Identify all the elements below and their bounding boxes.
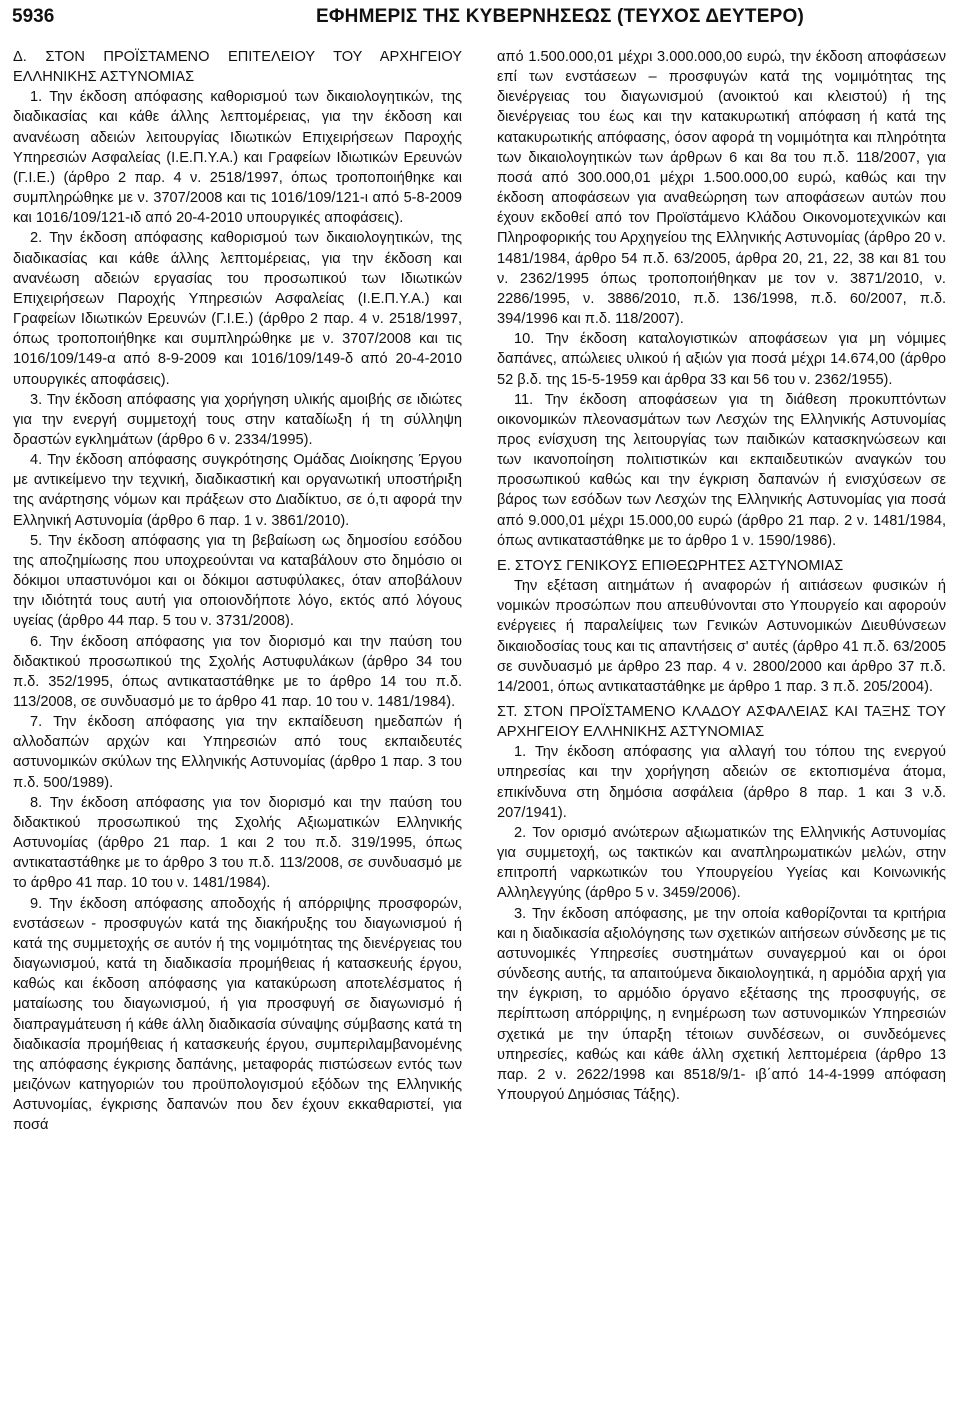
paragraph: 7. Την έκδοση απόφασης για την εκπαίδευση ημεδαπών ή αλλοδαπών αρχών και Υπηρεσιών από τους εκπαιδευτές αστυνομικών σκύλων της Ελληνικής Αστυνομίας (άρθρο 1 παρ. 3 του π.δ. 500/1989). <box>13 714 462 791</box>
paragraph: 1. Την έκδοση απόφασης καθορισμού των δικαιολογητικών, της διαδικασίας και κάθε άλλης λεπτομέρειας, για την έκδοση και ανανέωση αδειών λειτουργίας Ιδιωτικών Επιχειρήσεων Παροχής Υπηρεσιών Ασφαλείας (Ι.Ε.Π.Υ.Α.) και Γραφείων Ιδιωτικών Ερευνών (Γ.Ι.Ε.) (άρθρο 2 παρ. 4 ν. 2518/1997, όπως τροποποιήθηκε και συμπληρώθηκε με ν. 3707/2008 και τις 1016/109/121-ι από 5-8-2009 και 1016/109/121-ιδ από 20-4-2010 υπουργικές αποφάσεις). <box>13 89 462 227</box>
paragraph: 4. Την έκδοση απόφασης συγκρότησης Ομάδας Διοίκησης Έργου με αντικείμενο την τεχνική, διαδικαστική και οργανωτική υποστήριξη της ανάρτησης νόμων και πράξεων στο Διαδίκτυο, σε ό,τι αφορά την Ελληνική Αστυνομία (άρθρο 6 παρ. 1 ν. 3861/2010). <box>13 452 462 529</box>
paragraph: 11. Την έκδοση αποφάσεων για τη διάθεση προκυπτόντων οικονομικών πλεονασμάτων των Λεσχών της Ελληνικής Αστυνομίας προς ενίσχυση της λειτουργίας των παιδικών κατασκηνώσεων και των ικανοποίηση πολιτιστικών και εκπαιδευτικών αναγκών του προσωπικού καθώς και την έγκριση δαπανών ή ενισχύσεων σε βάρος των εσόδων των Λεσχών της Ελληνικής Αστυνομίας για ποσά από 9.000,01 μέχρι 15.000,00 ευρώ (άρθρο 21 παρ. 2 ν. 1481/1984, όπως αντικαταστάθηκε με το άρθρο 1 ν. 1590/1986). <box>497 391 946 549</box>
section-heading-e: Ε. ΣΤΟΥΣ ΓΕΝΙΚΟΥΣ ΕΠΙΘΕΩΡΗΤΕΣ ΑΣΤΥΝΟΜΙΑΣ <box>497 557 844 574</box>
paragraph: 3. Την έκδοση απόφασης, με την οποία καθορίζονται τα κριτήρια και η διαδικασία αξιολόγησης των σχετικών αιτήσεων σύνδεσης με τις αστυνομικές Υπηρεσίες συστημάτων συναγερμού και οι όροι σύνδεσης αυτής, τα απαιτούμενα δικαιολογητικά, η αρμόδια αρχή για την έγκριση, το αρμόδιο όργανο εξέτασης της προσφυγής, σε περίπτωση απόρριψης, η ενημέρωση των αστυνομικών Υπηρεσιών σχετικά με την ύπαρξη τέτοιων συνδέσεων, οι συνδεόμενες υπηρεσίες, καθώς και κάθε άλλη σχετική λεπτομέρεια (άρθρο 13 παρ. 2 ν. 2622/1998 και 8518/9/1- ιβ΄από 14-4-1999 απόφαση Υπουργού Δημόσιας Τάξης). <box>497 905 946 1103</box>
paragraph: 8. Την έκδοση απόφασης για τον διορισμό και την παύση του διδακτικού προσωπικού της Σχολής Αξιωματικών Ελληνικής Αστυνομίας (άρθρο 21 παρ. 1 και 2 του π.δ. 319/1995, όπως αντικαταστάθηκε με το άρθρο 3 του π.δ. 113/2008, σε συνδυασμό με το άρθρο 41 παρ. 10 του ν. 1481/1984). <box>13 794 462 892</box>
section-heading-st: ΣΤ. ΣΤΟΝ ΠΡΟΪΣΤΑΜΕΝΟ ΚΛΑΔΟΥ ΑΣΦΑΛΕΙΑΣ ΚΑΙ ΤΑΞΗΣ ΤΟΥ ΑΡΧΗΓΕΙΟΥ ΕΛΛΗΝΙΚΗΣ ΑΣΤΥΝΟΜΙΑΣ <box>497 704 946 741</box>
paragraph: 6. Την έκδοση απόφασης για τον διορισμό και την παύση του διδακτικού προσωπικού της Σχολής Αστυφυλάκων (άρθρο 34 του π.δ. 352/1995, όπως αντικαταστάθηκε με το άρθρο 14 του π.δ. 113/2008, σε συνδυασμό με το άρθρο 41 παρ. 10 του ν. 1481/1984). <box>13 633 462 710</box>
left-column <box>13 47 462 1135</box>
paragraph-continued: από 1.500.000,01 μέχρι 3.000.000,00 ευρώ, την έκδοση αποφάσεων επί των ενστάσεων – προσφυγών κατά της νομιμότητας της διενέργειας του διαγωνισμού (ανοικτού και κλειστού) ή της διενέργειας του έως και την κατακυρωτική απόφαση ή κατά της κατακυρωτικής απόφασης, όσον αφορά τη νομιμότητα και πληρότητα των δικαιολογητικών των άρθρων 6 και 8α του π.δ. 118/2007, για ποσά από 300.000,01 μέχρι 1.500.000,00 ευρώ, καθώς και την έκδοση αποφάσεων για αναθεώρηση των αποφάσεων αυτών που έχουν εκδοθεί από τον Προϊστάμενο Κλάδου Οικονομοτεχνικών και Πληροφορικής του Αρχηγείου της Ελληνικής Αστυνομίας (άρθρο 20 ν. 1481/1984, άρθρο 54 π.δ. 63/2005, άρθρα 20, 21, 22, 38 και 81 του ν. 2362/1995 όπως τροποποιήθηκαν με τον ν. 3871/2010, ν. 2286/1995, ν. 3886/2010, π.δ. 136/1998, π.δ. 60/2007, π.δ. 394/1996 και π.δ. 118/2007). <box>497 49 946 328</box>
paragraph: 5. Την έκδοση απόφασης για τη βεβαίωση ως δημοσίου εσόδου της αποζημίωσης που υποχρεούνται να καταβάλουν στο δημόσιο οι δόκιμοι υπαστυνόμοι και οι δόκιμοι αστυφύλακες, όταν αποβάλουν την ιδιότητά τους αυτή για οποιονδήποτε λόγο, εκτός από λόγους υγείας (άρθρο 44 παρ. 5 του ν. 3731/2008). <box>13 532 462 630</box>
paragraph: 2. Την έκδοση απόφασης καθορισμού των δικαιολογητικών, της διαδικασίας και κάθε άλλης λεπτομέρειας, για την έκδοση και ανανέωση αδειών εργασίας του προσωπικού των Ιδιωτικών Επιχειρήσεων Παροχής Υπηρεσιών Ασφαλείας (Ι.Ε.Π.Υ.Α.) και Γραφείων Ιδιωτικών Ερευνών (Γ.Ι.Ε.) (άρθρο 2 παρ. 4 ν. 2518/1997, όπως τροποποιήθηκε και συμπληρώθηκε με ν. 3707/2008 και τις 1016/109/149-α από 8-9-2009 και 1016/109/149-δ από 20-4-2010 υπουργικές αποφάσεις). <box>13 230 462 388</box>
paragraph: 1. Την έκδοση απόφασης για αλλαγή του τόπου της ενεργού υπηρεσίας και την χορήγηση αδειών σε εκτοπισμένα άτομα, επικίνδυνα στη δημόσια ασφάλεια (άρθρο 8 παρ. 1 και 3 ν.δ. 207/1941). <box>497 744 946 821</box>
paragraph: Την εξέταση αιτημάτων ή αναφορών ή αιτιάσεων φυσικών ή νομικών προσώπων που απευθύνονται στο Υπουργείο και αφορούν ενέργειες ή παραλείψεις των Γενικών Αστυνομικών Διευθύνσεων δικαιοδοσίας τους και τις απαντήσεις σ' αυτές (άρθρο 41 π.δ. 63/2005 σε συνδυασμό με άρθρο 23 παρ. 4 ν. 2800/2000 και άρθρο 37 π.δ. 14/2001, όπως αντικαταστάθηκε με άρθρο 1 παρ. 3 π.δ. 205/2004). <box>497 578 946 695</box>
paragraph: 2. Τον ορισμό ανώτερων αξιωματικών της Ελληνικής Αστυνομίας για συμμετοχή, ως τακτικών και αναπληρωματικών μελών, στην επιτροπή ναρκωτικών του Υπουργείου Υγείας και Κοινωνικής Αλληλεγγύης (άρθρο 5 ν. 3459/2006). <box>497 824 946 902</box>
gazette-title: ΕΦΗΜΕΡΙΣ ΤΗΣ ΚΥΒΕΡΝΗΣΕΩΣ (ΤΕΥΧΟΣ ΔΕΥΤΕΡΟ) <box>316 6 804 27</box>
right-column <box>497 47 946 1105</box>
paragraph: 10. Την έκδοση καταλογιστικών αποφάσεων για μη νόμιμες δαπάνες, απώλειες υλικού ή αξιών για ποσά μέχρι 14.674,00 (άρθρο 52 β.δ. της 15-5-1959 και άρθρα 33 και 56 του ν. 2362/1955). <box>497 331 946 388</box>
paragraph: 3. Την έκδοση απόφασης για χορήγηση υλικής αμοιβής σε ιδιώτες για την ενεργή συμμετοχή τους στην καταδίωξη ή τη σύλληψη δραστών εγκλημάτων (άρθρο 6 ν. 2334/1995). <box>13 391 462 448</box>
page-number: 5936 <box>12 6 55 27</box>
paragraph: 9. Την έκδοση απόφασης αποδοχής ή απόρριψης προσφορών, ενστάσεων - προσφυγών κατά της διακήρυξης του διαγωνισμού ή κατά της συμμετοχής σε αυτόν ή της νομιμότητας της διενέργειας του διαγωνισμού, κατά τη διαδικασία προμήθειας ή κατασκευής έργου, καθώς και έκδοση απόφασης για κατακύρωση αποτελέσματος ή ματαίωσης του διαγωνισμού, ή για προσφυγή σε διαγωνισμό ή διαπραγμάτευση ή κάθε άλλη διαδικασία σύναψης σύμβασης κατά τη διαδικασία προμήθειας ή κατασκευής έργου, συμπεριλαμβανομένης της απόφασης έγκρισης δαπάνης, μεταφοράς πιστώσεων εντός των μειζόνων κατηγοριών του προϋπολογισμού εξόδων της Ελληνικής Αστυνομίας, έγκρισης δαπανών που δεν έχουν εκκαθαριστεί, για ποσά <box>13 895 462 1134</box>
page-header <box>0 0 960 40</box>
section-heading-d: Δ. ΣΤΟΝ ΠΡΟΪΣΤΑΜΕΝΟ ΕΠΙΤΕΛΕΙΟΥ ΤΟΥ ΑΡΧΗΓΕΙΟΥ ΕΛΛΗΝΙΚΗΣ ΑΣΤΥΝΟΜΙΑΣ <box>13 49 462 86</box>
